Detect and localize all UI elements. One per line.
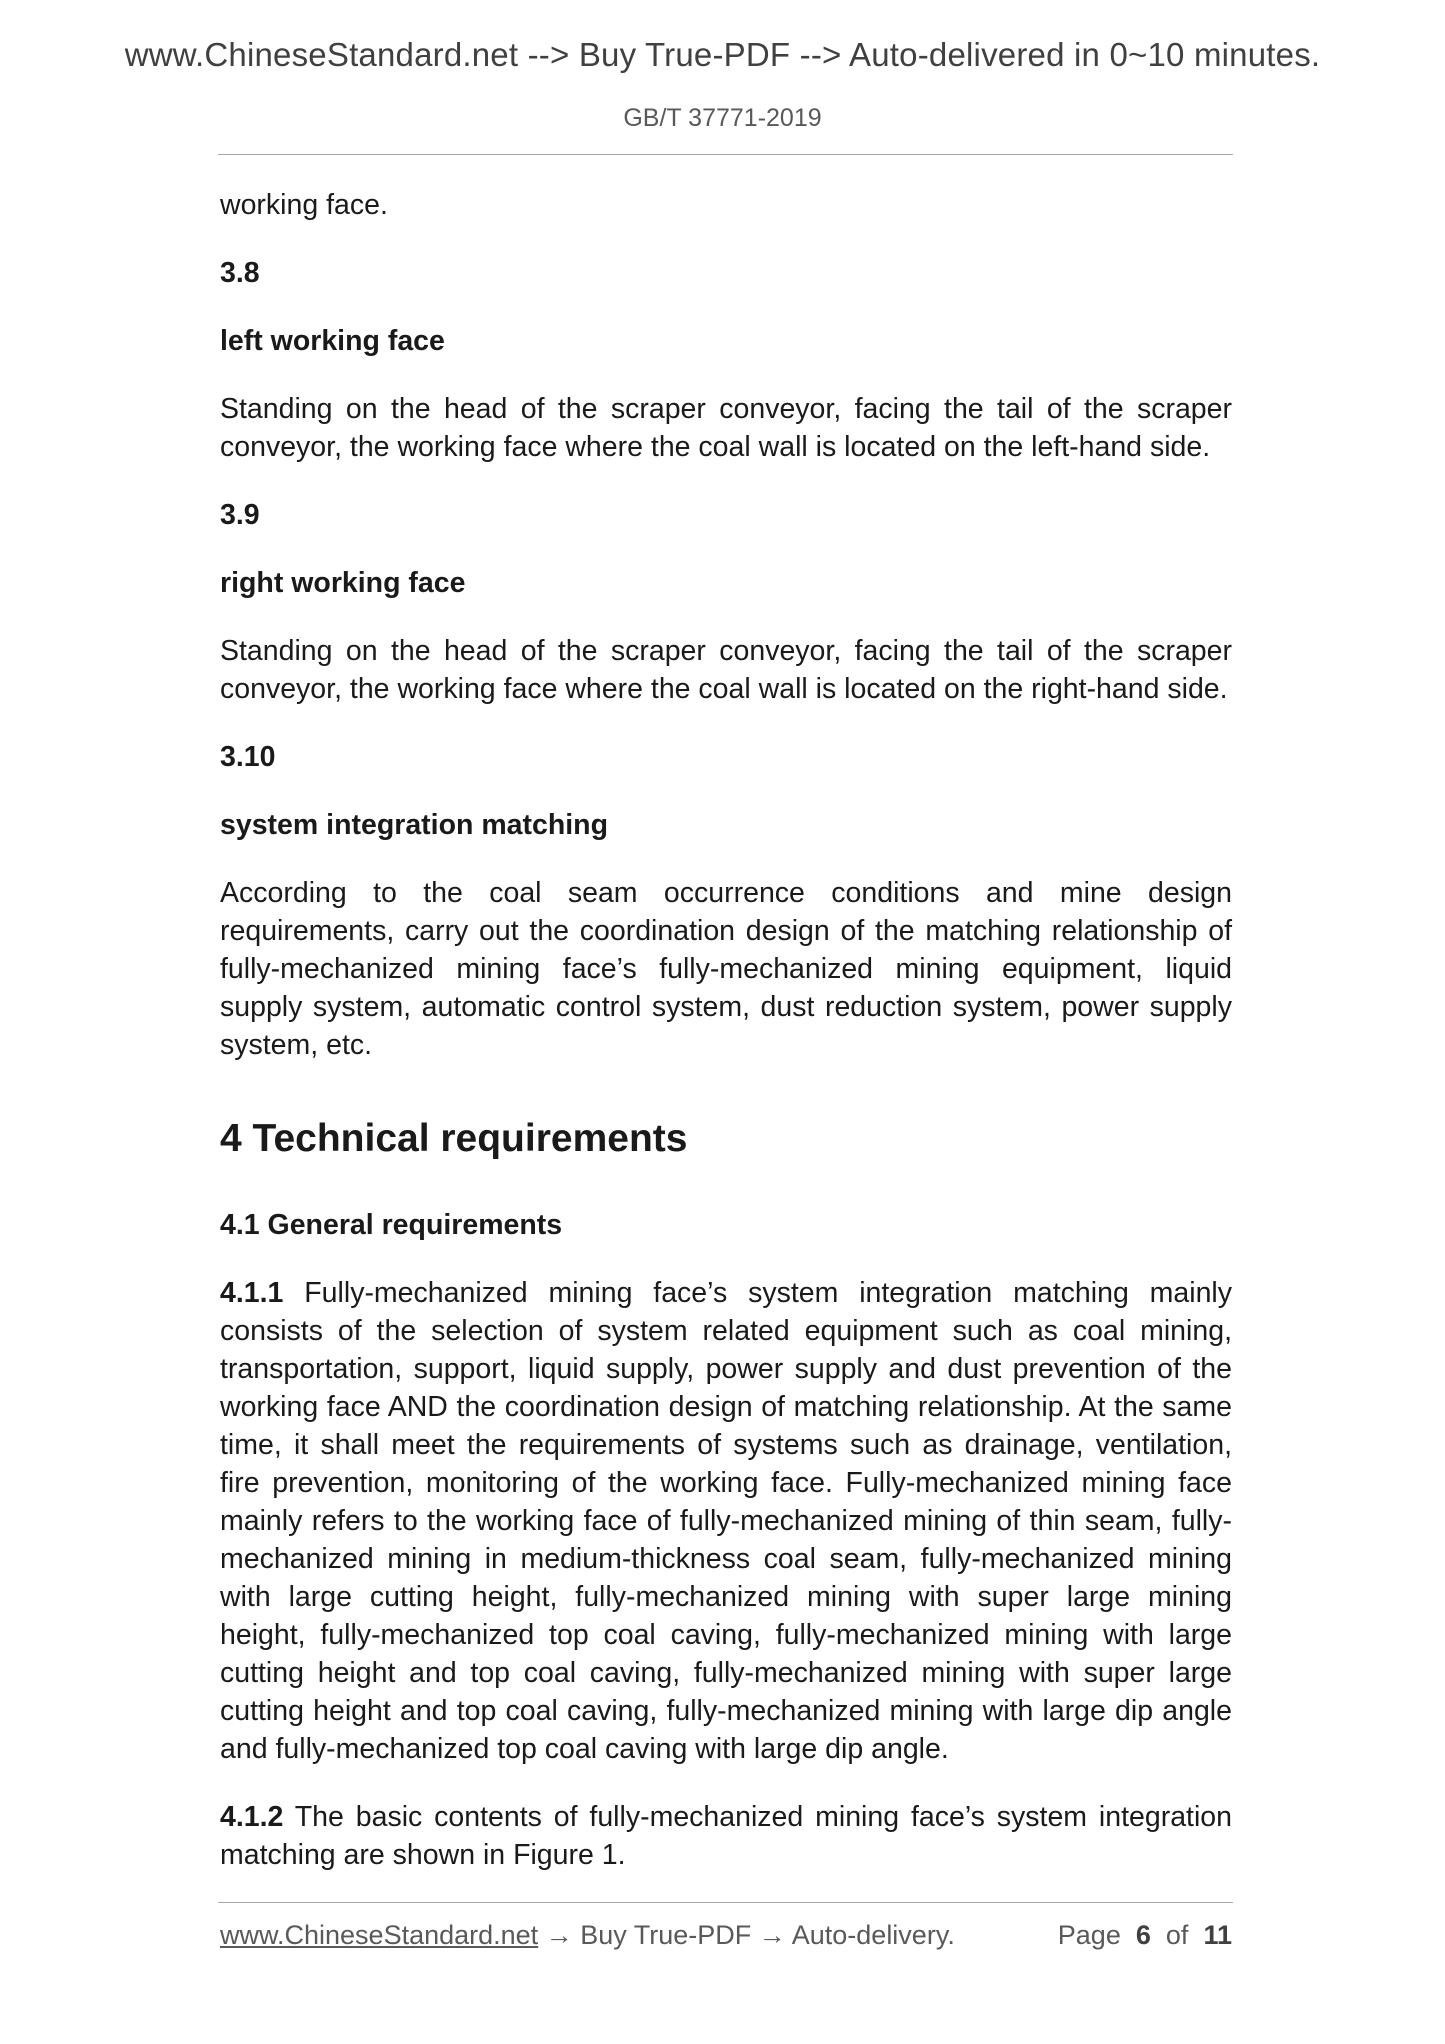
clause-4-1-1 xyxy=(220,1274,1232,1768)
term-right-working-face: right working face xyxy=(220,567,466,599)
footer-promo-text: → Buy True-PDF → Auto-delivery. xyxy=(538,1920,955,1950)
clause-number-3-8: 3.8 xyxy=(220,257,260,289)
page-total: 11 xyxy=(1203,1920,1232,1950)
clause-text-4-1-2: The basic contents of fully-mechanized mining face’s system integration matching are shown in Figure 1. xyxy=(220,1801,1233,1871)
clause-number-3-10: 3.10 xyxy=(220,741,276,773)
continuation-text: working face. xyxy=(220,189,388,221)
footer-promo xyxy=(220,1920,955,1951)
term-left-working-face: left working face xyxy=(220,325,445,357)
page-current: 6 xyxy=(1135,1920,1151,1950)
clause-number-4-1-1: 4.1.1 xyxy=(220,1277,284,1309)
subsection-heading-4-1: 4.1 General requirements xyxy=(220,1209,563,1241)
document-code: GB/T 37771-2019 xyxy=(623,104,822,132)
clause-4-1-2 xyxy=(220,1798,1232,1874)
page-label: Page xyxy=(1057,1920,1121,1950)
definition-3-10: According to the coal seam occurrence conditions and mine design requirements, carry out the coordination design of the matching relationship of fully-mechanized mining face’s fully-mechanized mining equipment, liquid supply system, automatic control system, dust reduction system, power supply system, etc. xyxy=(220,877,1232,1061)
top-banner: www.ChineseStandard.net --> Buy True-PDF --> Auto-delivered in 0~10 minutes. xyxy=(124,36,1321,73)
page-of-label: of xyxy=(1165,1920,1189,1950)
term-system-integration-matching: system integration matching xyxy=(220,809,608,841)
section-heading-4: 4 Technical requirements xyxy=(220,1117,688,1160)
footer-site-link[interactable]: www.ChineseStandard.net xyxy=(220,1920,539,1950)
page-number xyxy=(1058,1920,1232,1951)
definition-3-8: Standing on the head of the scraper conveyor, facing the tail of the scraper conveyor, the working face where the coal wall is located on the left-hand side. xyxy=(220,393,1232,463)
header-divider xyxy=(218,154,1233,155)
clause-number-4-1-2: 4.1.2 xyxy=(220,1801,284,1833)
clause-text-4-1-1: Fully-mechanized mining face’s system integration matching mainly consists of the selection of system related equipment such as coal mining, transportation, support, liquid supply, power supply and dust prevention of the working face AND the coordination design of matching relationship. At the same time, it shall meet the requirements of systems such as drainage, ventilation, fire prevention, monitoring of the working face. Fully-mechanized mining face mainly refers to the working face of fully-mechanized mining of thin seam, fully-mechanized mining in medium-thickness coal seam, fully-mechanized mining with large cutting height, fully-mechanized mining with super large mining height, fully-mechanized top coal caving, fully-mechanized mining with large cutting height and top coal caving, fully-mechanized mining with super large cutting height and top coal caving, fully-mechanized mining with large dip angle and fully-mechanized top coal caving with large dip angle. xyxy=(220,1277,1233,1765)
clause-number-3-9: 3.9 xyxy=(220,499,260,531)
definition-3-9: Standing on the head of the scraper conveyor, facing the tail of the scraper conveyor, the working face where the coal wall is located on the right-hand side. xyxy=(220,635,1232,705)
page-body xyxy=(220,186,1232,1874)
footer-divider xyxy=(218,1902,1233,1903)
